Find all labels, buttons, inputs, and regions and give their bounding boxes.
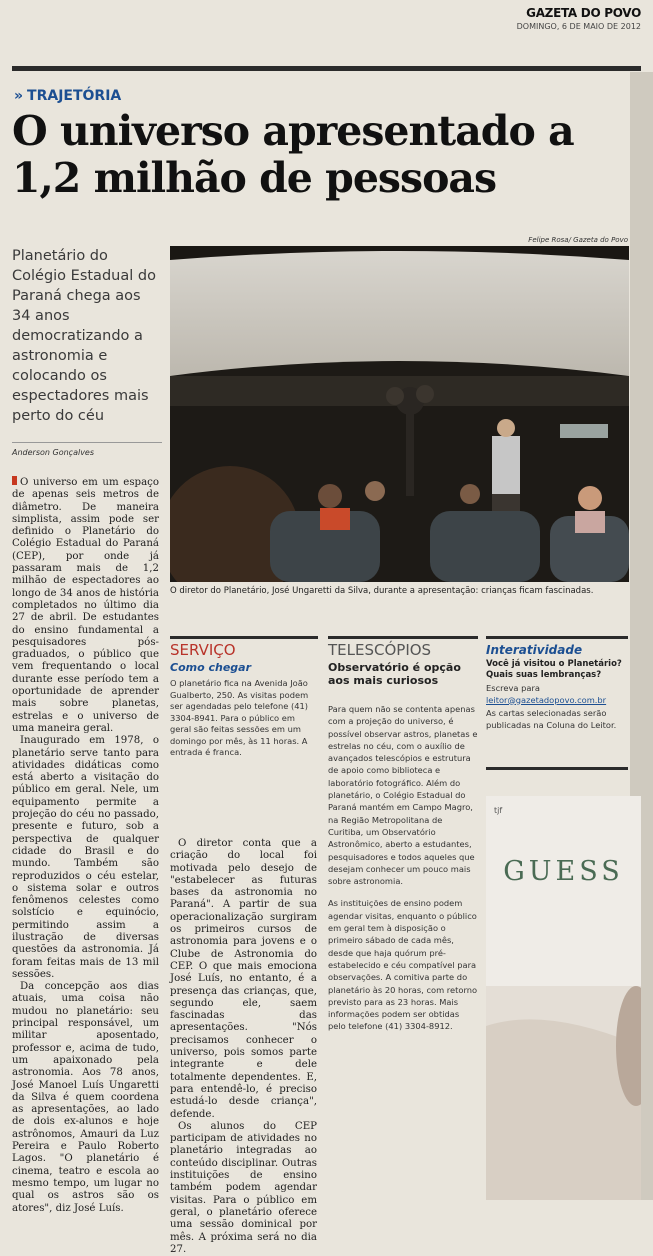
reader-email-link[interactable]: leitor@gazetadopovo.com.br bbox=[486, 694, 607, 705]
article-paragraph: O universo em um espaço de apenas seis metros de diâmetro. De maneira simplista, assim pode ser definido o Planetário do Colégio Estadual do Paraná (CEP), por onde já passaram mais de 1,2 milhão de espectadores ao longo de 34 anos de história completados no último dia 27 de abril. De estudantes do ensino fundamental a pesquisadores pós-graduados, o público que vem frequentando o local durante esse período tem a oportunidade de aprender mais sobre planetas, estrelas e o universo de uma maneira geral. bbox=[12, 477, 159, 734]
headline: O universo apresentado a 1,2 milhão de pessoas bbox=[12, 107, 574, 202]
interatividade-question: Você já visitou o Planetário? Quais suas lembranças? bbox=[486, 659, 622, 680]
ad-mark: tjf bbox=[494, 806, 503, 815]
planetarium-photo bbox=[170, 246, 629, 582]
lead-marker bbox=[12, 476, 17, 485]
section-tag bbox=[14, 88, 121, 104]
interatividade-heading: Interatividade bbox=[486, 643, 583, 657]
top-rule bbox=[12, 66, 641, 71]
telescopios-subheading: Observatório é opção aos mais curiosos bbox=[328, 661, 461, 687]
box-bottom-rule bbox=[486, 767, 628, 770]
servico-box bbox=[170, 636, 318, 759]
article-paragraph: O diretor conta que a criação do local foi motivada pelo desejo de "estabelecer as futuras bases da astronomia no Paraná". A partir de sua operacionalização surgiram os primeiros cursos de astronomia para jovens e o Clube de Astronomia do CEP. O que mais emociona José Luís, no entanto, é a presença das crianças, que, segundo ele, saem fascinadas das apresentações. "Nós precisamos conhecer o universo, pois somos parte integrante e dele totalmente dependentes. E, para entendê-lo, é preciso estudá-lo desde criança", defende. bbox=[170, 838, 317, 1120]
servico-subheading: Como chegar bbox=[170, 661, 252, 674]
ad-model-image bbox=[486, 986, 641, 1200]
article-column-1 bbox=[12, 476, 159, 1215]
article-paragraph: Inaugurado em 1978, o planetário serve tanto para atividades didáticas como está aberto a visitação do público em geral. Nele, um equipamento permite a projeção do céu no passado, presente e futuro, sob a perspectiva de qualquer cidade do Brasil e do mundo. Também são reproduzidos o céu estelar, o sistema solar e outros fenômenos celestes como solstício e equinócio, permitindo assim a ilustração de diversas questões da astronomia. Já foram feitas mais de 13 mil sessões. bbox=[12, 735, 159, 980]
guess-logo: GUESS bbox=[503, 856, 624, 887]
box-rule bbox=[328, 636, 478, 639]
article-column-2 bbox=[170, 838, 317, 1256]
photo-credit: Felipe Rosa/ Gazeta do Povo bbox=[528, 236, 628, 244]
interatividade-note: As cartas selecionadas serão publicadas na Coluna do Leitor. bbox=[486, 708, 617, 730]
servico-heading: SERVIÇO bbox=[170, 641, 236, 659]
double-chevron-icon: » bbox=[14, 88, 24, 104]
guess-advertisement bbox=[486, 796, 641, 1200]
servico-text: O planetário fica na Avenida João Gualberto, 250. As visitas podem ser agendadas pelo telefone (41) 3304-8941. Para o público em geral são feitas sessões em um domingo por mês, às 11 horas. A entrada é franca. bbox=[170, 678, 309, 757]
article-paragraph: Os alunos do CEP participam de atividades no planetário integradas ao conteúdo disciplinar. Outras instituições de ensino também podem agendar visitas. Para o público em geral, o planetário oferece uma sessão dominical por mês. A próxima será no dia 27. bbox=[170, 1120, 317, 1255]
telescopios-paragraph: As instituições de ensino podem agendar visitas, enquanto o público em geral tem à disposição o primeiro sábado de cada mês, desde que haja quórum pré-estabelecido e céu compatível para observações. A comitiva parte do planetário às 20 horas, com retorno previsto para as 23 horas. Mais informações podem ser obtidas pelo telefone (41) 3304-8912. bbox=[328, 898, 478, 1032]
newspaper-brand: GAZETA DO POVO bbox=[526, 6, 641, 20]
box-rule bbox=[170, 636, 318, 639]
section-label: TRAJETÓRIA bbox=[27, 88, 122, 104]
photo-caption: O diretor do Planetário, José Ungaretti da Silva, durante a apresentação: crianças ficam fascinadas. bbox=[170, 586, 594, 596]
interatividade-box bbox=[486, 636, 628, 770]
masthead bbox=[517, 6, 641, 31]
photo-illustration bbox=[170, 246, 629, 582]
box-rule bbox=[486, 636, 628, 639]
dateline: DOMINGO, 6 DE MAIO DE 2012 bbox=[516, 22, 641, 31]
article-paragraph: Da concepção aos dias atuais, uma coisa não mudou no planetário: seu principal responsável, um militar aposentado, professor e, acima de tudo, um apaixonado pela astronomia. Aos 78 anos, José Manoel Luís Ungaretti da Silva é quem coordena as apresentações, ao lado de dois ex-alunos e hoje astrônomos, Amauri da Luz Pereira e Paulo Roberto Lagos. "O planetário é cinema, teatro e escola ao mesmo tempo, um lugar no qual os astros são os atores", diz José Luís. bbox=[12, 981, 159, 1214]
byline-rule bbox=[12, 442, 162, 443]
interatividade-write-to: Escreva para bbox=[486, 683, 540, 693]
telescopios-heading: TELESCÓPIOS bbox=[328, 641, 432, 659]
byline: Anderson Gonçalves bbox=[12, 448, 95, 457]
telescopios-paragraph: Para quem não se contenta apenas com a projeção do universo, é possível observar astros, planetas e estrelas no céu, com o auxílio de avançados telescópios e estrutura de apoio como biblioteca e laboratório fotográfico. Além do planetário, o Colégio Estadual do Paraná mantém em Campo Magro, na Região Metropolitana de Curitiba, um Observatório Astronômico, aberto a estudantes, pesquisadores e todos aqueles que desejam conhecer um pouco mais sobre astronomia. bbox=[328, 704, 478, 887]
subtitle: Planetário do Colégio Estadual do Paraná chega aos 34 anos democratizando a astronomia e colocando os espectadores mais perto do céu bbox=[12, 248, 156, 424]
telescopios-box bbox=[328, 636, 478, 1033]
